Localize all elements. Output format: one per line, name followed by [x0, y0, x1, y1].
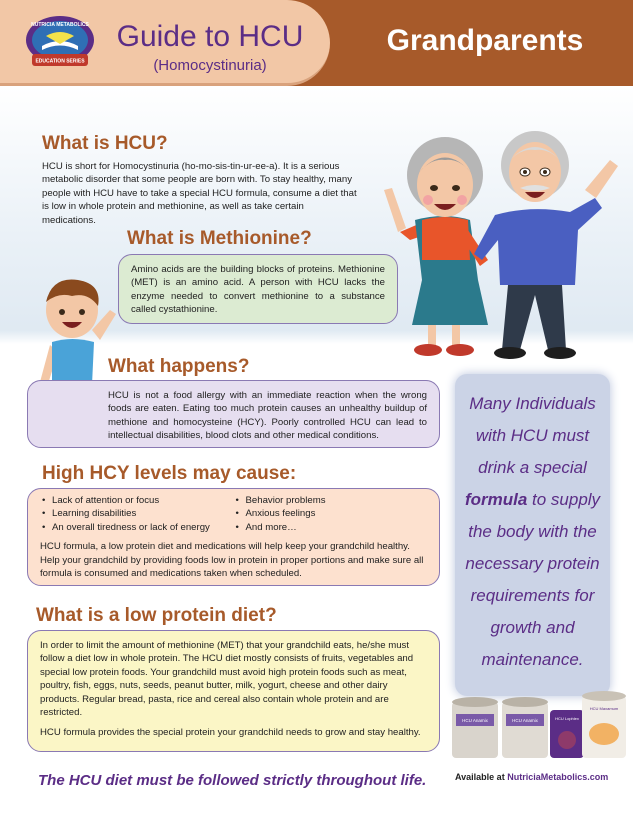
symptom-item: • Learning disabilities [40, 507, 234, 520]
logo-text-bottom: EDUCATION SERIES [35, 58, 85, 65]
high-hcy-box [27, 488, 440, 586]
heading-what-is-methionine: What is Methionine? [127, 228, 312, 249]
heading-high-hcy: High HCY levels may cause: [42, 463, 297, 484]
grandpa-figure [474, 131, 618, 359]
product-label-1: HCU Anamix [462, 718, 488, 723]
methionine-text: Amino acids are the building blocks of proteins. Methionine (MET) is an amino acid. A person with HCU lacks the enzyme needed to convert methionine to a substance called cystathionine. [131, 264, 385, 316]
symptom-item: • Behavior problems [234, 494, 428, 507]
symptom-item: • An overall tiredness or lack of energy [40, 521, 234, 534]
availability-text [455, 772, 608, 782]
symptom-item: • Lack of attention or focus [40, 494, 234, 507]
what-is-hcu-text: HCU is short for Homocystinuria (ho-mo-sis-tin-ur-ee-a). It is a serious metabolic disorder that some people are born with. To stay healthy, many people with HCU have to take a special HCU formula, consume a diet that is low in whole protein and methionine, as well as take certain medications. [42, 161, 357, 226]
product-can-2 [502, 697, 548, 758]
product-label-4: HCU Maxamum [589, 706, 619, 711]
heading-what-happens: What happens? [108, 356, 250, 377]
product-can-3 [582, 691, 626, 758]
footer-message: The HCU diet must be followed strictly throughout life. [38, 772, 427, 789]
callout-text-after: to supply the body with the necessary protein requirements for growth and maintenance. [465, 490, 601, 669]
high-hcy-text: HCU formula, a low protein diet and medications will help keep your grandchild healthy. Help your grandchild by providing foods low in protein in proper portions and make sure all formula is consumed and medications taken when scheduled. [40, 541, 424, 580]
callout-text-bold: formula [464, 490, 528, 509]
heading-low-protein-diet: What is a low protein diet? [36, 605, 277, 626]
page-title: Guide to HCU [116, 20, 304, 53]
symptom-item: • And more… [234, 521, 428, 534]
nutricia-logo [22, 14, 98, 72]
low-protein-text: In order to limit the amount of methionine (MET) that your grandchild eats, he/she must follow a diet low in whole protein. The HCU diet mostly consists of fruits, vegetables and special low protein foods. Your grandchild must avoid high protein foods such as meat, poultry, fish, eggs, nuts, seeds, peanut butter, milk, yogurt, cheese and other dairy products. Regular bread, pasta, rice and cereal also contain whole protein and are restricted. [40, 640, 414, 719]
what-happens-text: HCU is not a food allergy with an immediate reaction when the wrong foods are eaten. Eating too much protein causes an unhealthy buildup of methione and homocysteine (HCY). Poorly controlled HCU can lead to intellectual disabilities, blood clots and other medical conditions. [108, 390, 427, 442]
grandparents-illustration [370, 120, 630, 365]
product-pouch [550, 710, 584, 758]
symptom-list-1 [40, 494, 234, 534]
low-protein-box [27, 630, 440, 752]
page-subtitle: (Homocystinuria) [153, 57, 267, 74]
product-can-1 [452, 697, 498, 758]
symptom-list-2 [234, 494, 428, 534]
symptom-item: • Anxious feelings [234, 507, 428, 520]
what-happens-box [27, 380, 440, 448]
product-label-2: HCU Anamix [512, 718, 538, 723]
product-label-3: HCU Lophlex [555, 716, 579, 721]
logo-text-top: NUTRICIA METABOLICS [31, 22, 89, 28]
availability-prefix: Available at [455, 772, 508, 782]
heading-what-is-hcu: What is HCU? [42, 133, 168, 154]
grandma-figure [384, 137, 488, 356]
website-link[interactable]: NutriciaMetabolics.com [507, 772, 609, 782]
product-images [450, 690, 630, 765]
callout-text-before: Many Individuals with HCU must drink a special [469, 394, 596, 477]
methionine-box [118, 254, 398, 324]
low-protein-formula-text: HCU formula provides the special protein your grandchild needs to grow and stay healthy. [40, 727, 421, 739]
audience-label: Grandparents [386, 24, 584, 57]
symptom-columns [40, 494, 427, 534]
formula-callout-text [460, 388, 605, 676]
